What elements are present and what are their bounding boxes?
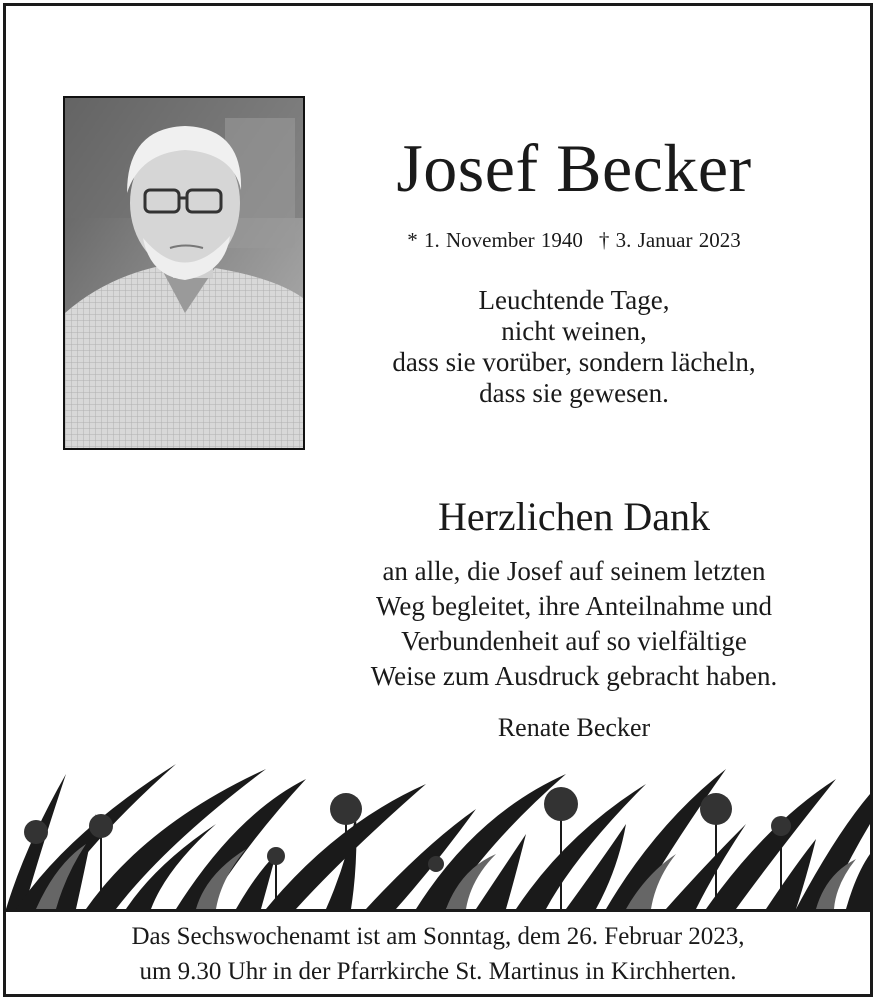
thanks-line: Verbundenheit auf so vielfältige [401,626,747,656]
grass-decoration [6,754,870,909]
death-date: † 3. Januar 2023 [598,228,741,252]
service-announcement [6,919,870,989]
grass-thistle-icon [6,754,870,909]
thanks-text [324,554,824,694]
thanks-line: Weg begleitet, ihre Anteilnahme und [376,591,772,621]
poem-line: nicht weinen, [501,316,647,346]
poem-line: dass sie gewesen. [479,378,669,408]
thanks-line: Weise zum Ausdruck gebracht haben. [370,661,778,691]
footer-divider [6,909,870,912]
thanks-heading: Herzlichen Dank [437,494,711,539]
portrait-photo-image [65,98,303,448]
thanks-line: an alle, die Josef auf seinem letzten [382,556,766,586]
footer-line: Das Sechswochenamt ist am Sonntag, dem 26. Februar 2023, [131,923,745,950]
poem-line: Leuchtende Tage, [478,285,670,315]
poem-line: dass sie vorüber, sondern lächeln, [392,347,756,377]
footer-line: um 9.30 Uhr in der Pfarrkirche St. Martinus in Kirchherten. [139,958,737,985]
portrait-photo [63,96,305,450]
life-dates [324,228,824,253]
poem [324,285,824,409]
deceased-name: Josef Becker [396,130,752,206]
obituary-notice [3,3,873,997]
birth-date: * 1. November 1940 [407,228,583,252]
signature: Renate Becker [497,713,651,742]
